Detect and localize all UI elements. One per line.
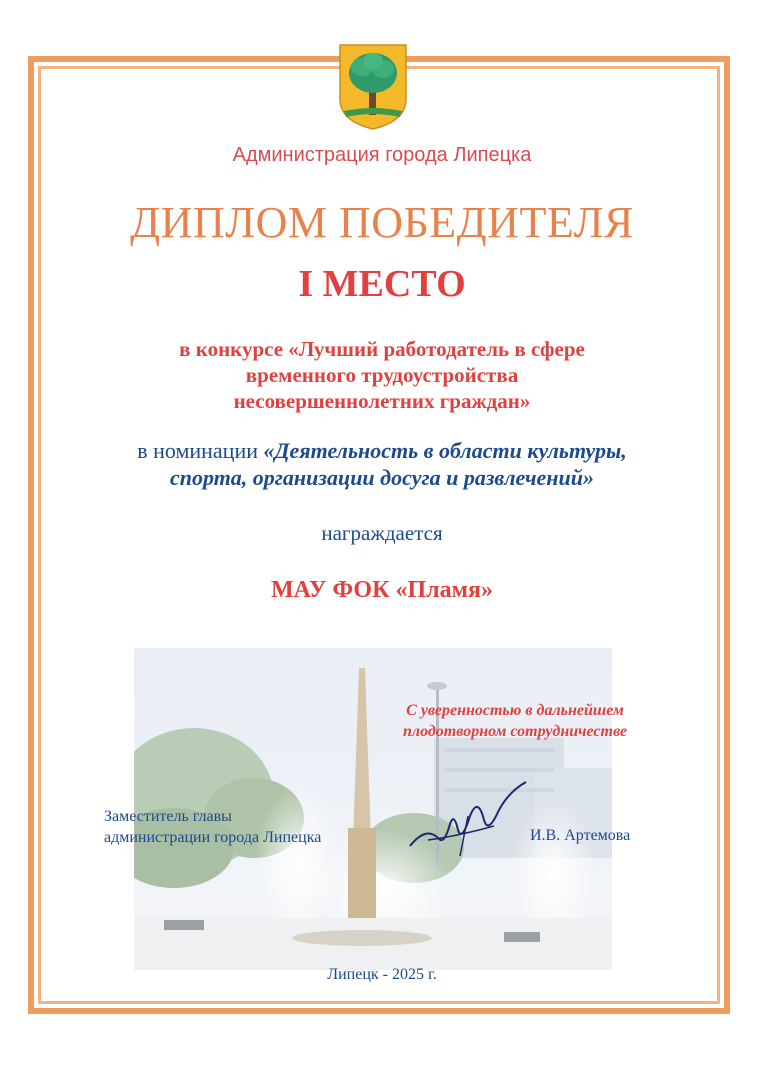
winner-name: МАУ ФОК «Пламя» (271, 577, 493, 603)
signature (398, 776, 538, 866)
nomination-text (0, 437, 764, 491)
signatory-name: И.В. Артемова (530, 827, 631, 844)
contest-line-2: временного трудоустройства (245, 363, 519, 387)
place-and-year: Липецк - 2025 г. (327, 966, 437, 983)
place-label: I МЕСТО (298, 263, 466, 305)
nomination-title-line-1: «Деятельность в области культуры, (263, 438, 627, 463)
wish-line-2: плодотворном сотрудничестве (402, 723, 628, 740)
contest-text (0, 336, 764, 414)
nomination-line-1 (0, 437, 764, 464)
nomination-title-line-2: спорта, организации досуга и развлечений» (169, 465, 594, 490)
diploma-title: ДИПЛОМ ПОБЕДИТЕЛЯ (130, 198, 634, 247)
position-line-1: Заместитель главы (104, 808, 232, 825)
wish-line-1: С уверенностью в дальнейшем (406, 702, 624, 719)
awarded-label: награждается (321, 521, 443, 545)
position-line-2: администрации города Липецка (104, 829, 322, 846)
contest-line-3: несовершеннолетних граждан» (233, 389, 531, 413)
signatory-position (104, 806, 321, 848)
coat-of-arms-icon (336, 41, 410, 131)
wish-text (380, 700, 650, 742)
contest-line-1: в конкурсе «Лучший работодатель в сфере (179, 337, 585, 361)
organization-name: Администрация города Липецка (232, 144, 532, 166)
nomination-prefix: в номинации (137, 438, 264, 463)
